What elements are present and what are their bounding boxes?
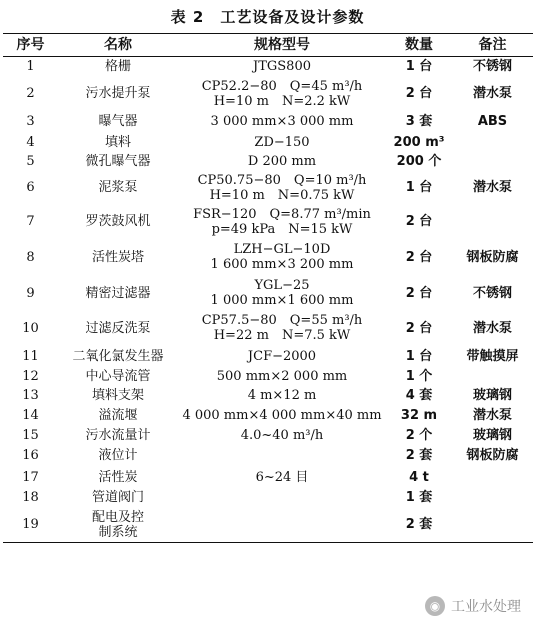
row-spec-line: 4.0~40 m³/h <box>240 427 324 443</box>
row-qty: 2 台 <box>405 285 433 301</box>
row-index: 18 <box>22 490 39 505</box>
row-note <box>452 133 533 152</box>
table-row <box>3 205 533 239</box>
table-row <box>3 488 533 508</box>
row-spec <box>178 57 386 77</box>
row-spec-line: YGL−25 <box>254 278 310 293</box>
row-note: 钢板防腐 <box>466 249 519 265</box>
row-spec-line: ZD−150 <box>254 134 310 150</box>
table-row <box>3 426 533 445</box>
table-row <box>3 239 533 276</box>
row-qty: 3 套 <box>405 114 433 129</box>
table-row <box>3 276 533 311</box>
row-spec-line: FSR−120 Q=8.77 m³/min <box>193 206 371 222</box>
row-spec-line: 3 000 mm×3 000 mm <box>210 114 354 129</box>
table-row <box>3 508 533 543</box>
row-spec <box>178 77 386 111</box>
row-name <box>58 205 178 239</box>
row-spec-line: CP52.2−80 Q=45 m³/h <box>201 78 363 94</box>
row-spec-line: 500 mm×2 000 mm <box>216 368 348 384</box>
row-name-line: 污水流量计 <box>85 427 151 443</box>
row-index: 4 <box>26 134 35 150</box>
row-index: 8 <box>26 249 35 265</box>
row-note: 钢板防腐 <box>466 448 519 463</box>
row-spec <box>178 426 386 445</box>
row-spec <box>178 467 386 488</box>
row-note <box>452 152 533 171</box>
table-row <box>3 367 533 386</box>
row-name <box>58 346 178 367</box>
row-qty: 1 个 <box>405 368 433 384</box>
row-name-line: 管道阀门 <box>91 490 144 505</box>
row-spec-line: LZH−GL−10D <box>233 242 331 257</box>
table-title: 表 2 工艺设备及设计参数 <box>170 8 365 26</box>
table-row <box>3 133 533 152</box>
row-name-line: 格栅 <box>104 59 131 75</box>
row-qty: 200 m³ <box>393 134 445 150</box>
row-name-line: 罗茨鼓风机 <box>85 214 151 229</box>
row-spec <box>178 133 386 152</box>
row-qty: 2 套 <box>386 508 452 543</box>
row-name-line: 曝气器 <box>98 114 138 129</box>
row-name-line: 活性炭 <box>98 469 138 485</box>
row-name-line: 精密过滤器 <box>85 285 151 301</box>
row-spec-line: 1 600 mm×3 200 mm <box>210 257 354 272</box>
row-name <box>58 111 178 133</box>
row-spec-line: 6~24 目 <box>255 469 309 485</box>
row-note: 潜水泵 <box>472 320 512 336</box>
row-index: 14 <box>22 407 39 423</box>
row-qty: 32 m <box>400 407 438 423</box>
row-qty: 1 台 <box>405 348 433 364</box>
row-qty: 4 套 <box>405 387 433 403</box>
equipment-table <box>3 33 533 543</box>
row-name <box>58 467 178 488</box>
row-qty: 2 台 <box>405 249 433 265</box>
row-index: 11 <box>22 348 39 364</box>
row-qty: 2 台 <box>405 86 433 101</box>
table-row <box>3 445 533 467</box>
row-name-line: 溢流堰 <box>98 407 138 423</box>
row-qty: 200 个 <box>396 153 442 169</box>
row-note: ABS <box>477 114 508 129</box>
row-name-line: 配电及控 <box>91 509 144 525</box>
row-name-line: 填料支架 <box>91 387 144 403</box>
row-spec <box>178 508 386 543</box>
row-spec-line: CP57.5−80 Q=55 m³/h <box>201 313 363 328</box>
row-spec <box>178 111 386 133</box>
header-note: 备注 <box>452 34 533 57</box>
row-index: 13 <box>22 387 39 403</box>
row-spec <box>178 405 386 426</box>
row-spec-line: p=49 kPa N=15 kW <box>211 221 353 237</box>
row-note: 玻璃钢 <box>472 427 512 443</box>
header-index: 序号 <box>3 34 58 57</box>
row-spec-line: H=10 m N=2.2 kW <box>213 93 351 109</box>
row-index: 7 <box>26 214 35 229</box>
row-spec-line: 4 m×12 m <box>247 387 317 403</box>
row-index: 12 <box>22 368 39 384</box>
row-index: 9 <box>26 285 35 301</box>
row-index: 1 <box>26 59 35 75</box>
row-spec-line: 1 000 mm×1 600 mm <box>210 293 354 308</box>
row-note <box>452 205 533 239</box>
row-name <box>58 426 178 445</box>
row-spec <box>178 171 386 205</box>
row-qty: 2 套 <box>405 448 433 463</box>
row-note: 潜水泵 <box>472 180 512 195</box>
table-row <box>3 346 533 367</box>
row-name <box>58 367 178 386</box>
row-qty: 1 套 <box>405 490 433 505</box>
row-name <box>58 311 178 346</box>
row-note: 玻璃钢 <box>472 387 512 403</box>
row-index: 5 <box>26 153 35 169</box>
row-name-line: 填料 <box>104 134 131 150</box>
row-name <box>58 239 178 276</box>
row-name <box>58 386 178 405</box>
row-spec <box>178 488 386 508</box>
row-spec <box>178 311 386 346</box>
row-name <box>58 152 178 171</box>
row-spec <box>178 386 386 405</box>
row-name-line: 污水提升泵 <box>85 86 151 101</box>
row-note <box>452 467 533 488</box>
header-name: 名称 <box>58 34 178 57</box>
row-note <box>452 488 533 508</box>
row-name-line: 二氧化氯发生器 <box>72 348 164 364</box>
table-body <box>3 57 533 543</box>
row-spec-line: JTGS800 <box>253 59 311 75</box>
row-spec <box>178 152 386 171</box>
table-row <box>3 77 533 111</box>
table-row <box>3 111 533 133</box>
row-spec-line: JCF−2000 <box>247 348 317 364</box>
row-index: 10 <box>22 320 39 336</box>
row-name-line: 液位计 <box>98 448 138 463</box>
row-name <box>58 405 178 426</box>
row-index: 16 <box>22 448 39 463</box>
row-note: 潜水泵 <box>472 86 512 101</box>
row-spec <box>178 346 386 367</box>
watermark <box>425 596 521 616</box>
row-name <box>58 57 178 77</box>
row-spec <box>178 445 386 467</box>
table-row <box>3 311 533 346</box>
row-index: 17 <box>22 469 39 485</box>
row-spec-line: 4 000 mm×4 000 mm×40 mm <box>182 407 382 423</box>
header-qty: 数量 <box>386 34 452 57</box>
row-name-line: 过滤反洗泵 <box>85 320 151 336</box>
row-qty: 1 台 <box>405 59 433 75</box>
row-note: 不锈钢 <box>472 59 512 75</box>
row-name <box>58 488 178 508</box>
row-spec <box>178 276 386 311</box>
row-name <box>58 445 178 467</box>
row-note: 带触摸屏 <box>466 348 519 364</box>
row-qty: 2 个 <box>405 427 433 443</box>
row-qty: 4 t <box>409 469 429 485</box>
row-index: 2 <box>26 86 35 101</box>
row-index: 6 <box>26 180 35 195</box>
row-note: 不锈钢 <box>472 285 512 301</box>
row-spec <box>178 205 386 239</box>
header-spec: 规格型号 <box>178 34 386 57</box>
row-name-line: 活性炭塔 <box>91 249 144 265</box>
watermark-text: 工业水处理 <box>451 599 521 615</box>
row-note: 潜水泵 <box>472 407 512 423</box>
table-row <box>3 152 533 171</box>
row-name-line: 泥浆泵 <box>98 180 138 195</box>
table-row <box>3 405 533 426</box>
row-qty: 2 台 <box>405 320 433 336</box>
row-spec <box>178 239 386 276</box>
row-name <box>58 77 178 111</box>
row-name-line: 制系统 <box>98 524 138 540</box>
row-index: 3 <box>26 114 35 129</box>
row-name-line: 微孔曝气器 <box>85 153 151 169</box>
row-note <box>452 367 533 386</box>
row-spec-line: CP50.75−80 Q=10 m³/h <box>197 172 367 188</box>
table-row <box>3 171 533 205</box>
row-name <box>58 276 178 311</box>
table-row <box>3 386 533 405</box>
row-index: 15 <box>22 427 39 443</box>
wechat-icon: ◉ <box>425 596 445 616</box>
row-qty: 2 台 <box>405 214 433 229</box>
row-name-line: 中心导流管 <box>85 368 151 384</box>
table-row <box>3 57 533 77</box>
row-spec-line: D 200 mm <box>247 153 317 169</box>
row-index: 19 <box>3 508 58 543</box>
row-name <box>58 171 178 205</box>
table-row <box>3 467 533 488</box>
row-spec <box>178 367 386 386</box>
row-spec-line: H=22 m N=7.5 kW <box>213 328 351 343</box>
row-qty: 1 台 <box>405 180 433 195</box>
row-name <box>58 508 178 543</box>
table-header <box>3 34 533 57</box>
row-spec-line: H=10 m N=0.75 kW <box>209 187 355 203</box>
row-note <box>452 508 533 543</box>
row-name <box>58 133 178 152</box>
